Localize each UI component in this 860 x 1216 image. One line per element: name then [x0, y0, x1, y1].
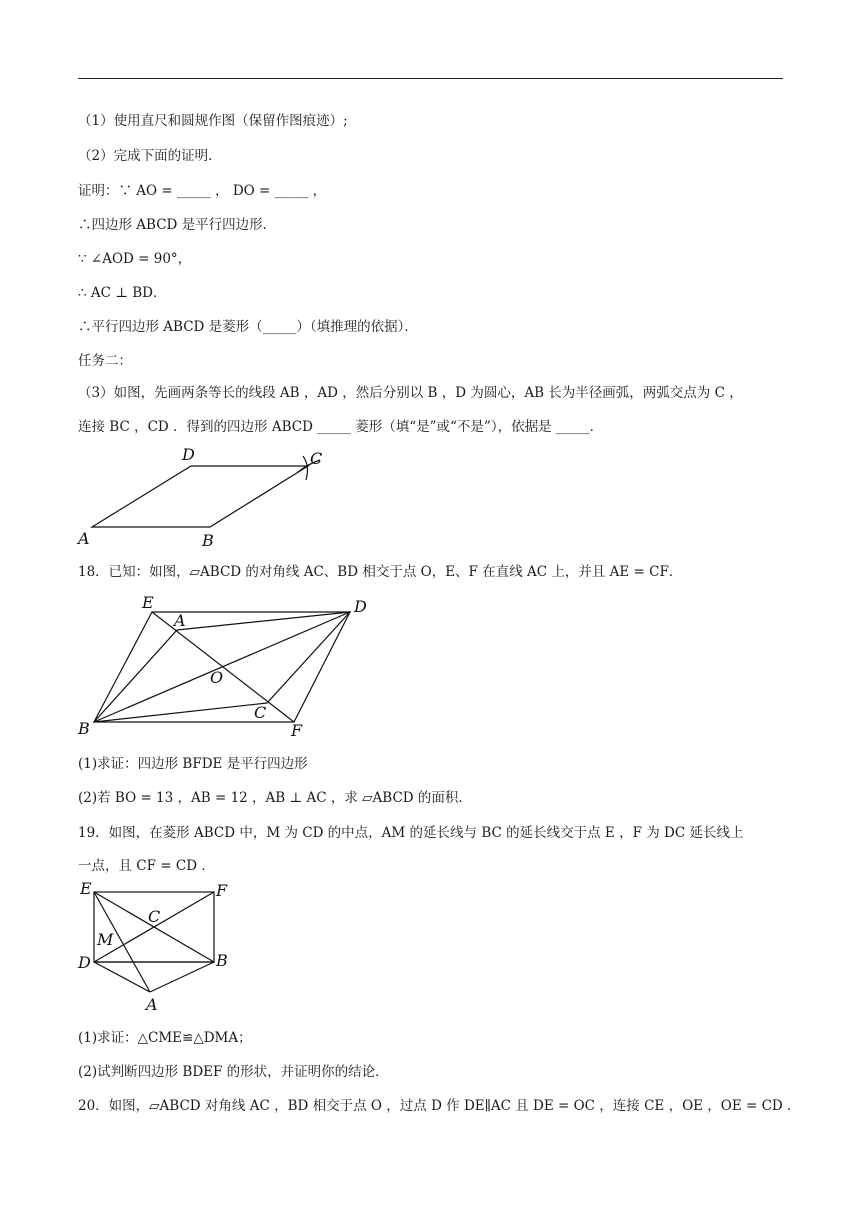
- fig3-label-b: B: [216, 951, 228, 970]
- diagonal-bd: [94, 612, 350, 722]
- fig1-label-d: D: [182, 445, 195, 464]
- fig2-label-e: E: [142, 593, 154, 612]
- task2-step3-b: 连接 BC ，CD ．得到的四边形 ABCD _____ 菱形（填“是”或“不是”），依据是 _____．: [78, 419, 604, 435]
- fig3-label-d: D: [78, 953, 91, 972]
- fig2-label-o: O: [210, 668, 224, 687]
- question-19-part-1: (1)求证：△CME≌△DMA；: [78, 1030, 252, 1046]
- fig2-label-d: D: [354, 597, 367, 616]
- question-19-line-2: 一点，且 CF = CD ．: [78, 858, 215, 874]
- rhombus-shape: [92, 466, 308, 527]
- task1-step2: （2）完成下面的证明．: [78, 148, 222, 164]
- fig2-label-a: A: [174, 611, 186, 630]
- fig3-label-c: C: [148, 907, 161, 926]
- task2-step3-a: （3）如图，先画两条等长的线段 AB ，AD ，然后分别以 B ，D 为圆心，AB 长为半径画弧，两弧交点为 C ，: [78, 385, 743, 401]
- proof-line-4: ∴ AC ⊥ BD．: [78, 285, 167, 301]
- fig2-label-b: B: [78, 719, 90, 738]
- fig3-label-f: F: [216, 881, 228, 900]
- segment-ba: [150, 962, 214, 992]
- question-18-part-1: (1)求证：四边形 BFDE 是平行四边形: [78, 756, 308, 772]
- fig3-label-m: M: [97, 930, 114, 949]
- fig3-label-a: A: [146, 995, 158, 1014]
- header-rule: [78, 78, 783, 79]
- fig1-label-c: C: [310, 449, 323, 468]
- proof-line-2: ∴四边形 ABCD 是平行四边形．: [78, 217, 277, 233]
- question-19-line-1: 19．如图，在菱形 ABCD 中，M 为 CD 的中点，AM 的延长线与 BC 的延长线交于点 E ，F 为 DC 延长线上: [78, 825, 744, 841]
- proof-line-5: ∴平行四边形 ABCD 是菱形（_____）（填推理的依据）．: [78, 319, 418, 335]
- question-18-part-2: (2)若 BO = 13 ，AB = 12 ，AB ⊥ AC ，求 ▱ABCD 的面积．: [78, 790, 472, 806]
- fig2-label-c: C: [254, 703, 267, 722]
- figure-parallelogram-bfde: [70, 588, 380, 738]
- question-20: 20．如图，▱ABCD 对角线 AC ，BD 相交于点 O ，过点 D 作 DE∥AC 且 DE = OC ，连接 CE ，OE ，OE = CD ．: [78, 1098, 801, 1114]
- figure-rhombus-bdef: [70, 878, 250, 1018]
- task2-heading: 任务二：: [78, 353, 132, 369]
- proof-line-1: 证明：∵ AO = _____ ， DO = _____ ，: [78, 183, 327, 199]
- fig2-label-f: F: [291, 721, 303, 740]
- fig1-label-b: B: [202, 531, 214, 550]
- task1-step1: （1）使用直尺和圆规作图（保留作图痕迹）;: [78, 113, 348, 129]
- question-18: 18．已知：如图，▱ABCD 的对角线 AC、BD 相交于点 O，E、F 在直线 AC 上，并且 AE = CF．: [78, 564, 683, 580]
- proof-line-3: ∵ ∠AOD = 90°，: [78, 251, 192, 267]
- figure-rhombus-construction: [70, 440, 340, 550]
- fig1-label-a: A: [78, 529, 90, 548]
- question-19-part-2: (2)试判断四边形 BDEF 的形状，并证明你的结论．: [78, 1064, 389, 1080]
- fig3-label-e: E: [80, 879, 92, 898]
